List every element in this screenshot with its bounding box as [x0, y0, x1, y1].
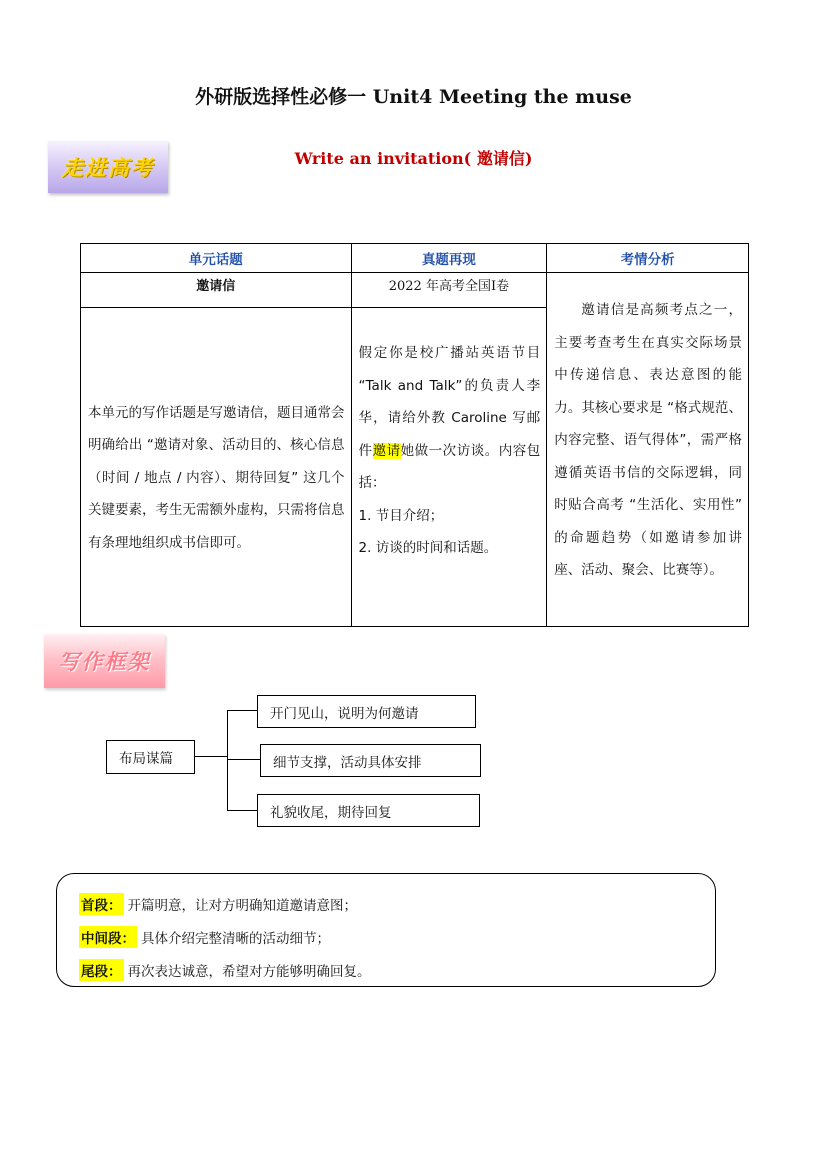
connector-branch-1	[227, 710, 257, 711]
topic-desc-text: 本单元的写作话题是写邀请信，题目通常会明确给出 “邀请对象、活动目的、核心信息（时间 / 地点 / 内容）、期待回复” 这几个关键要素，考生无需额外虚构，只需将信息有条理地组织成书信即可。	[88, 404, 345, 551]
topic-desc-cell	[81, 308, 352, 627]
connector-vertical	[227, 710, 228, 811]
analysis-cell	[547, 273, 749, 627]
summary-row-last	[79, 959, 371, 981]
prompt-highlight: 邀请	[372, 442, 401, 459]
exam-prompt-cell	[351, 308, 547, 627]
header-exam-question: 真题再现	[351, 244, 547, 273]
page-title: 外研版选择性必修一 Unit4 Meeting the muse	[195, 86, 632, 108]
table-header-row	[81, 244, 749, 273]
summary-label: 尾段：	[79, 959, 124, 981]
summary-row-middle	[79, 926, 330, 948]
paragraph-summary-box	[56, 873, 716, 987]
header-analysis: 考情分析	[547, 244, 749, 273]
exam-prompt-text	[359, 337, 541, 500]
summary-text: 开篇明意，让对方明确知道邀请意图；	[127, 898, 357, 914]
connector-branch-3	[227, 810, 257, 811]
summary-label: 首段：	[79, 893, 124, 915]
prompt-item-1: 1. 节目介绍；	[358, 507, 444, 524]
prompt-text-part2: 她做一次访谈。内容包括：	[358, 442, 541, 491]
prompt-text-part1: 假定你是校广播站英语节目 “Talk and Talk”的负责人李华，请给外教 Caroline 写邮件	[358, 345, 541, 459]
gaokao-banner: 走进高考	[48, 141, 168, 193]
mindmap-branch-1: 开门见山，说明为何邀请	[257, 695, 476, 728]
summary-row-first	[79, 893, 357, 915]
connector-root	[195, 756, 228, 757]
mindmap-branch-3: 礼貌收尾，期待回复	[257, 794, 480, 827]
analysis-table	[80, 243, 749, 627]
analysis-text: 邀请信是高频考点之一，主要考查考生在真实交际场景中传递信息、表达意图的能力。其核心要求是 “格式规范、内容完整、语气得体”，需严格遵循英语书信的交际逻辑，同时贴合高考 “生活化、实用性” 的命题趋势（如邀请参加讲座、活动、聚会、比赛等）。	[554, 302, 742, 578]
exam-source-cell: 2022 年高考全国I卷	[351, 273, 547, 308]
topic-cell: 邀请信	[81, 273, 352, 308]
summary-text: 具体介绍完整清晰的活动细节；	[141, 931, 330, 947]
connector-branch-2	[227, 759, 260, 760]
framework-banner: 写作框架	[44, 634, 165, 688]
mindmap-branch-2: 细节支撑，活动具体安排	[260, 744, 481, 777]
page-subtitle: Write an invitation( 邀请信)	[294, 149, 533, 168]
header-unit-topic: 单元话题	[81, 244, 352, 273]
summary-label: 中间段：	[79, 926, 137, 948]
prompt-item-2: 2. 访谈的时间和话题。	[358, 540, 498, 556]
table-row	[81, 273, 749, 308]
summary-text: 再次表达诚意，希望对方能够明确回复。	[127, 964, 371, 980]
mindmap-root: 布局谋篇	[106, 740, 195, 774]
